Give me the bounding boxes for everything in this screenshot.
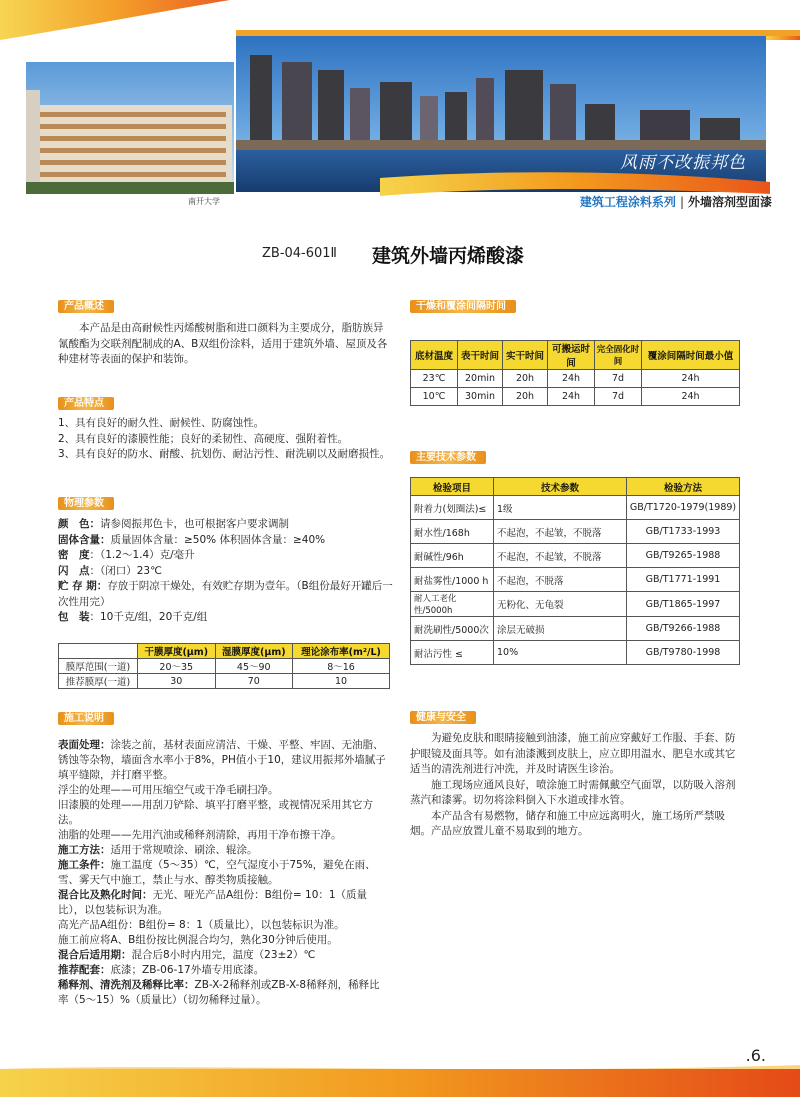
construction-para (58, 963, 390, 978)
table-cell: 不起泡，不起皱，不脱落 (494, 520, 627, 544)
construction-para (58, 798, 390, 828)
para-value: 施工前应将A、B组份按比例混合均匀，熟化30分钟后使用。 (58, 934, 338, 946)
para-value: 无光、哑光产品A组份：B组份= 10：1（质量比），以包装标识为准。 (58, 889, 368, 916)
param-key: 密 度 (58, 549, 90, 561)
table-cell: GB/T1865-1997 (627, 592, 740, 617)
section-physical: 物理参数 (58, 497, 114, 510)
construction-para (58, 888, 390, 918)
section-overview: 产品概述 (58, 300, 114, 313)
series-sub: 外墙溶剂型面漆 (687, 195, 772, 209)
table-cell: GB/T9265-1988 (627, 544, 740, 568)
table-cell: GB/T1771-1991 (627, 568, 740, 592)
table-cell: 涂层无破损 (494, 617, 627, 641)
param-row (58, 517, 393, 533)
param-value: 存放于阴凉干燥处，有效贮存期为壹年。（B组份最好开罐后一次性用完） (58, 580, 393, 608)
brand-slogan: 风雨不改振邦色 (620, 153, 746, 173)
para-key: 混合后适用期： (58, 949, 132, 961)
safety-para: 为避免皮肤和眼睛接触到油漆，施工前应穿戴好工作服、手套、防护眼镜及面具等。如有油漆溅到皮肤上，应立即用温水、肥皂水或其它适当的清洗剂进行冲洗，并及时请医生诊治。 (410, 732, 736, 775)
construction-para (58, 828, 390, 843)
table-header (59, 644, 138, 659)
param-row (58, 533, 393, 549)
table-header: 可搬运时间 (548, 341, 595, 370)
construction-para (58, 948, 390, 963)
table-cell: 24h (642, 388, 740, 406)
header-banner (0, 0, 800, 215)
product-code: ZB-04-601Ⅱ (262, 246, 337, 261)
table-cell: GB/T9266-1988 (627, 617, 740, 641)
feature-item: 3、具有良好的防水、耐酸、抗划伤、耐沾污性、耐洗刷以及耐磨损性。 (58, 448, 391, 460)
table-header: 检验项目 (411, 478, 494, 496)
table-cell: 7d (595, 370, 642, 388)
series-line (580, 193, 772, 210)
table-header: 覆涂间隔时间最小值 (642, 341, 740, 370)
safety-para: 施工现场应通风良好，喷涂施工时需佩戴空气面罩，以防吸入溶剂蒸汽和漆雾。切勿将涂料倒入下水道或排水管。 (410, 778, 736, 806)
campus-photo (26, 62, 234, 194)
features-list (58, 416, 393, 463)
para-value: 涂装之前，基材表面应清洁、干燥、平整、牢固、无油脂、锈蚀等杂物，墙面含水率小于8%，PH值小于10，建议用振邦外墙腻子填平缝隙，并打磨平整。 (58, 739, 386, 781)
param-key: 贮 存 期： (58, 580, 108, 592)
drying-table (410, 340, 740, 406)
para-value: 浮尘的处理——可用压缩空气或干净毛刷扫净。 (58, 784, 279, 796)
construction-para (58, 738, 390, 783)
table-cell: 耐碱性/96h (411, 544, 494, 568)
table-cell: 24h (548, 370, 595, 388)
table-header: 表干时间 (458, 341, 503, 370)
table-cell: 20h (503, 370, 548, 388)
table-cell: 24h (548, 388, 595, 406)
table-cell: 24h (642, 370, 740, 388)
section-features: 产品特点 (58, 397, 114, 410)
table-cell: 1级 (494, 496, 627, 520)
table-cell: 推荐膜厚(一道) (59, 674, 138, 689)
param-row (58, 548, 393, 564)
feature-item: 2、具有良好的漆膜性能；良好的柔韧性、高硬度、强附着性。 (58, 432, 349, 445)
table-cell: 20h (503, 388, 548, 406)
table-cell: GB/T1720-1979(1989) (627, 496, 740, 520)
table-row (411, 496, 740, 520)
param-row (58, 564, 393, 580)
table-header: 湿膜厚度(μm) (215, 644, 293, 659)
para-key: 混合比及熟化时间： (58, 889, 153, 901)
table-cell: 不起泡，不脱落 (494, 568, 627, 592)
film-thickness-table (58, 643, 390, 689)
table-cell: 45～90 (215, 659, 293, 674)
table-header: 检验方法 (627, 478, 740, 496)
construction-para (58, 783, 390, 798)
table-cell: 无粉化、无龟裂 (494, 592, 627, 617)
table-cell: 耐洗刷性/5000次 (411, 617, 494, 641)
feature-item: 1、具有良好的耐久性、耐候性、防腐蚀性。 (58, 417, 265, 429)
table-row (411, 370, 740, 388)
construction-para (58, 858, 390, 888)
table-cell: GB/T1733-1993 (627, 520, 740, 544)
table-row (411, 641, 740, 665)
table-cell: GB/T9780-1998 (627, 641, 740, 665)
table-row (411, 388, 740, 406)
param-value: ：10千克/组，20千克/组 (89, 611, 208, 623)
table-cell: 70 (215, 674, 293, 689)
series-separator: | (679, 195, 684, 209)
construction-para (58, 933, 390, 948)
table-cell: 23℃ (411, 370, 458, 388)
para-value: 适用于常规喷涂、刷涂、辊涂。 (110, 844, 258, 856)
param-key: 颜 色： (58, 518, 100, 530)
param-value: ：（1.2～1.4）克/毫升 (89, 549, 195, 561)
table-cell: 20～35 (138, 659, 216, 674)
section-construction: 施工说明 (58, 712, 114, 725)
table-cell: 10℃ (411, 388, 458, 406)
table-cell: 30 (138, 674, 216, 689)
para-value: 高光产品A组份：B组份= 8：1（质量比），以包装标识为准。 (58, 919, 345, 931)
para-key: 推荐配套： (58, 964, 111, 976)
para-key: 施工方法： (58, 844, 111, 856)
table-header: 干膜厚度(μm) (138, 644, 216, 659)
param-key: 固体含量： (58, 533, 111, 546)
table-cell: 膜厚范围(一道) (59, 659, 138, 674)
para-value: 油脂的处理——先用汽油或稀释剂清除，再用干净布擦干净。 (58, 829, 342, 841)
table-cell: 10% (494, 641, 627, 665)
photo-caption: 南开大学 (188, 197, 220, 206)
table-row (411, 568, 740, 592)
physical-params (58, 517, 393, 626)
table-row (411, 592, 740, 617)
param-key: 闪 点 (58, 564, 90, 577)
page-number: .6. (745, 1046, 766, 1065)
table-header: 底材温度 (411, 341, 458, 370)
para-key: 稀释剂、清洗剂及稀释比率： (58, 979, 195, 991)
overview-text: 本产品是由高耐候性丙烯酸树脂和进口颜料为主要成分，脂肪族异氰酸酯为交联剂配制成的A、B双组份涂料，适用于建筑外墙、屋顶及各种建材等表面的保护和装饰。 (58, 322, 388, 365)
footer-band (0, 1063, 800, 1097)
table-row (411, 617, 740, 641)
para-value: ZB-X-2稀释剂或ZB-X-8稀释剂，稀释比率（5～15）%（质量比）（切勿稀释过量）。 (58, 979, 380, 1006)
section-drying: 干燥和覆涂间隔时间 (410, 300, 516, 313)
series-label: 建筑工程涂料系列 (579, 195, 676, 209)
table-cell: 耐水性/168h (411, 520, 494, 544)
table-cell: 7d (595, 388, 642, 406)
table-row (411, 544, 740, 568)
para-key: 表面处理： (58, 739, 111, 751)
table-cell: 不起泡，不起皱，不脱落 (494, 544, 627, 568)
param-value: 请参阅振邦色卡，也可根据客户要求调制 (100, 518, 289, 530)
safety-text (410, 731, 740, 840)
table-cell: 8～16 (293, 659, 390, 674)
table-header: 完全固化时间 (595, 341, 642, 370)
table-row (59, 674, 390, 689)
specs-table (410, 477, 740, 665)
table-header: 技术参数 (494, 478, 627, 496)
table-row (411, 520, 740, 544)
table-cell: 耐人工老化性/5000h (411, 592, 494, 617)
table-cell: 耐沾污性 ≤ (411, 641, 494, 665)
table-cell: 耐盐雾性/1000 h (411, 568, 494, 592)
para-value: 施工温度（5～35）℃，空气湿度小于75%，避免在雨、雪、雾天气中施工，禁止与水、醇类物质接触。 (58, 859, 376, 886)
table-cell: 附着力(划圈法)≤ (411, 496, 494, 520)
param-value: ：（闭口）23℃ (89, 564, 162, 577)
table-cell: 30min (458, 388, 503, 406)
para-key: 施工条件： (58, 859, 111, 871)
table-cell: 10 (293, 674, 390, 689)
construction-para (58, 918, 390, 933)
para-value: 底漆；ZB-06-17外墙专用底漆。 (110, 964, 265, 976)
product-title: 建筑外墙丙烯酸漆 (372, 245, 525, 267)
para-value: 旧漆膜的处理——用刮刀铲除、填平打磨平整，或视情况采用其它方法。 (58, 799, 373, 826)
table-header: 实干时间 (503, 341, 548, 370)
table-row (59, 659, 390, 674)
param-row (58, 579, 393, 610)
safety-para: 本产品含有易燃物，储存和施工中应远离明火，施工场所严禁吸烟。产品应放置儿童不易取到的地方。 (410, 809, 725, 837)
param-key: 包 装 (58, 611, 90, 623)
table-header: 理论涂布率(m²/L) (293, 644, 390, 659)
construction-text (58, 738, 390, 1008)
table-cell: 20min (458, 370, 503, 388)
construction-para (58, 978, 390, 1008)
param-row (58, 610, 393, 626)
para-value: 混合后8小时内用完，温度（23±2）℃ (131, 949, 316, 961)
param-value: 质量固体含量：≥50% 体积固体含量：≥40% (110, 533, 326, 546)
section-safety: 健康与安全 (410, 711, 476, 724)
construction-para (58, 843, 390, 858)
section-specs: 主要技术参数 (410, 451, 486, 464)
